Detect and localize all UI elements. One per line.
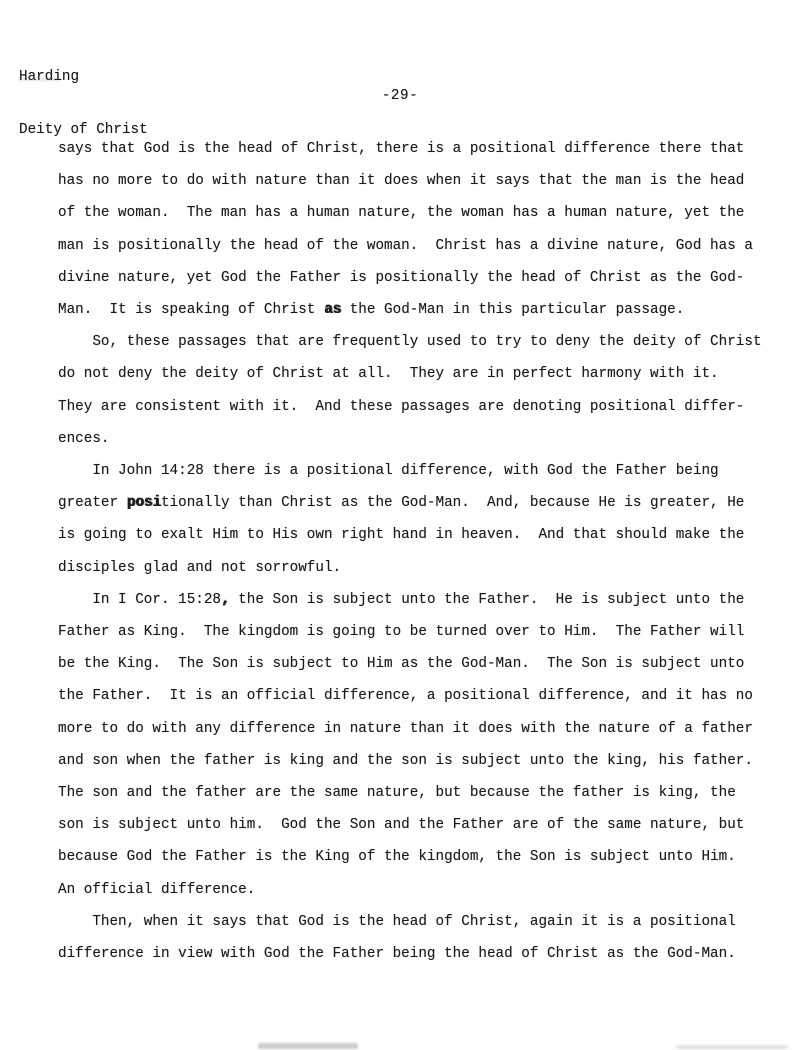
text-line: Then, when it says that God is the head of Christ, again it is a positional: [58, 913, 736, 930]
scan-artifact: [18, 78, 58, 81]
text-line: ences.: [58, 430, 110, 447]
scan-artifact: [258, 1043, 358, 1049]
text-line: They are consistent with it. And these passages are denoting positional differ-: [58, 398, 745, 415]
text-line: the Father. It is an official difference, a positional difference, and it has no: [58, 688, 753, 705]
text-line: man is positionally the head of the woman. Christ has a divine nature, God has a: [58, 237, 753, 254]
text-line: divine nature, yet God the Father is positionally the head of Christ as the God-: [58, 269, 745, 286]
text-segment: Man. It is speaking of Christ: [58, 302, 324, 319]
text-segment: greater: [58, 495, 127, 512]
text-line: So, these passages that are frequently used to try to deny the deity of Christ: [58, 334, 762, 351]
text-line: do not deny the deity of Christ at all. They are in perfect harmony with it.: [58, 366, 719, 383]
header-line-author: Harding: [19, 69, 80, 85]
text-line: An official difference.: [58, 881, 256, 898]
text-line: has no more to do with nature than it does when it says that the man is the head: [58, 173, 745, 190]
text-line: of the woman. The man has a human nature, the woman has a human nature, yet the: [58, 205, 745, 222]
text-line: The son and the father are the same nature, but because the father is king, the: [58, 785, 736, 802]
text-line: difference in view with God the Father being the head of Christ as the God-Man.: [58, 946, 736, 963]
text-line: and son when the father is king and the son is subject unto the king, his father.: [58, 752, 753, 769]
text-line: because God the Father is the King of the kingdom, the Son is subject unto Him.: [58, 849, 736, 866]
text-line: more to do with any difference in nature than it does with the nature of a father: [58, 720, 753, 737]
text-line: Father as King. The kingdom is going to be turned over to Him. The Father will: [58, 624, 745, 641]
text-segment: tionally than Christ as the God-Man. And, because He is greater, He: [160, 495, 745, 512]
text-line: is going to exalt Him to His own right hand in heaven. And that should make the: [58, 527, 745, 544]
text-line: says that God is the head of Christ, there is a positional difference there that: [58, 141, 745, 157]
text-line: be the King. The Son is subject to Him as the God-Man. The Son is subject unto: [58, 656, 745, 673]
text-line: [58, 294, 788, 326]
scan-artifact: [676, 1045, 788, 1049]
document-body: [58, 133, 788, 970]
text-line: [58, 584, 788, 616]
text-segment: the Son is subject unto the Father. He is subject unto the: [229, 591, 745, 608]
text-segment: the God-Man in this particular passage.: [341, 302, 685, 319]
overstruck-text: ,: [221, 591, 230, 608]
text-segment: In I Cor. 15:28: [58, 591, 222, 608]
overstruck-text: posi: [126, 495, 161, 512]
text-line: son is subject unto him. God the Son and the Father are of the same nature, but: [58, 817, 745, 834]
page-number: -29-: [381, 88, 419, 104]
text-line: In John 14:28 there is a positional difference, with God the Father being: [58, 463, 719, 480]
overstruck-text: as: [323, 302, 342, 319]
text-line: [58, 487, 788, 519]
header-line-title: Deity of Christ: [19, 121, 148, 138]
text-line: disciples glad and not sorrowful.: [58, 559, 342, 576]
